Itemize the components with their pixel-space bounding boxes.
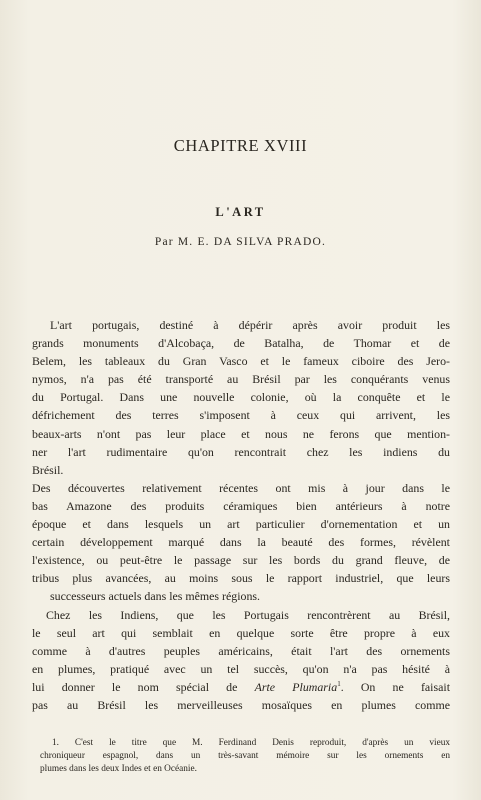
text-line: époque et dans lesquels un art particulier d'ornementation et un [32, 517, 450, 532]
paragraph-3 [32, 606, 450, 715]
text-fragment: . On ne faisait [340, 679, 450, 694]
section-title: L'ART [215, 205, 266, 219]
text-line: L'art portugais, destiné à dépérir après avoir produit les [50, 318, 450, 332]
text-line: défrichement des terres s'imposent à ceux qui arrivent, les [32, 408, 450, 423]
chapter-title: CHAPITRE XVIII [173, 136, 308, 155]
text-line: grands monuments d'Alcobaça, de Batalha, de Thomar et de [32, 336, 450, 351]
author-byline: Par M. E. DA SILVA PRADO. [154, 236, 327, 248]
text-line: Des découvertes relativement récentes ont mis à jour dans le [32, 480, 450, 495]
text-line: Belem, les tableaux du Gran Vasco et le fameux ciboire des Jero- [32, 354, 450, 369]
footnote-line: plumes dans les deux Indes et en Océanie. [40, 764, 197, 775]
italic-term: Arte Plumaria [254, 679, 338, 694]
footnote-ref: 1 [337, 679, 341, 688]
text-line: le seul art qui semblait en quelque sorte être propre à eux [32, 625, 450, 640]
text-line: du Portugal. Dans une nouvelle colonie, où la conquête et le [32, 390, 450, 405]
text-fragment: lui donner le nom spécial de [32, 679, 238, 694]
paragraph-1 [32, 316, 450, 479]
footnote-line: 1. C'est le titre que M. Ferdinand Denis reproduit, d'après un vieux [52, 738, 450, 748]
text-line: Chez les Indiens, que les Portugais rencontrèrent au Brésil, [46, 607, 450, 622]
text-line: nymos, n'a pas été transporté au Brésil par les conquérants venus [32, 372, 450, 387]
paragraph-2 [32, 479, 450, 606]
footnote-line: chroniqueur espagnol, dans un très-savant mémoire sur les ornements en [40, 751, 450, 762]
text-line [32, 678, 450, 696]
text-line: Brésil. [32, 462, 64, 477]
footnote [40, 737, 450, 777]
text-line: ner l'art rudimentaire qu'on rencontrait chez les indiens du [32, 444, 450, 459]
text-line: successeurs actuels dans les mêmes régions. [50, 589, 261, 604]
text-line: beaux-arts n'ont pas leur place et nous ne ferons que mention- [32, 426, 450, 441]
text-line: l'existence, ou peut-être le passage sur les bords du grand fleuve, de [32, 553, 450, 568]
text-line: tribus plus avancées, au moins sous le rapport industriel, que leurs [32, 571, 450, 586]
body-text [32, 316, 450, 714]
text-line: en plumes, pratiqué avec un tel succès, qu'on n'a pas hésité à [32, 661, 450, 676]
text-line: bas Amazone des produits céramiques bien antérieurs à notre [32, 498, 450, 513]
text-line: certain développement marqué dans la beauté des formes, révèlent [32, 535, 450, 550]
text-line: pas au Brésil les merveilleuses mosaïques en plumes comme [32, 697, 450, 712]
text-line: comme à d'autres peuples américains, était l'art des ornements [32, 643, 450, 658]
